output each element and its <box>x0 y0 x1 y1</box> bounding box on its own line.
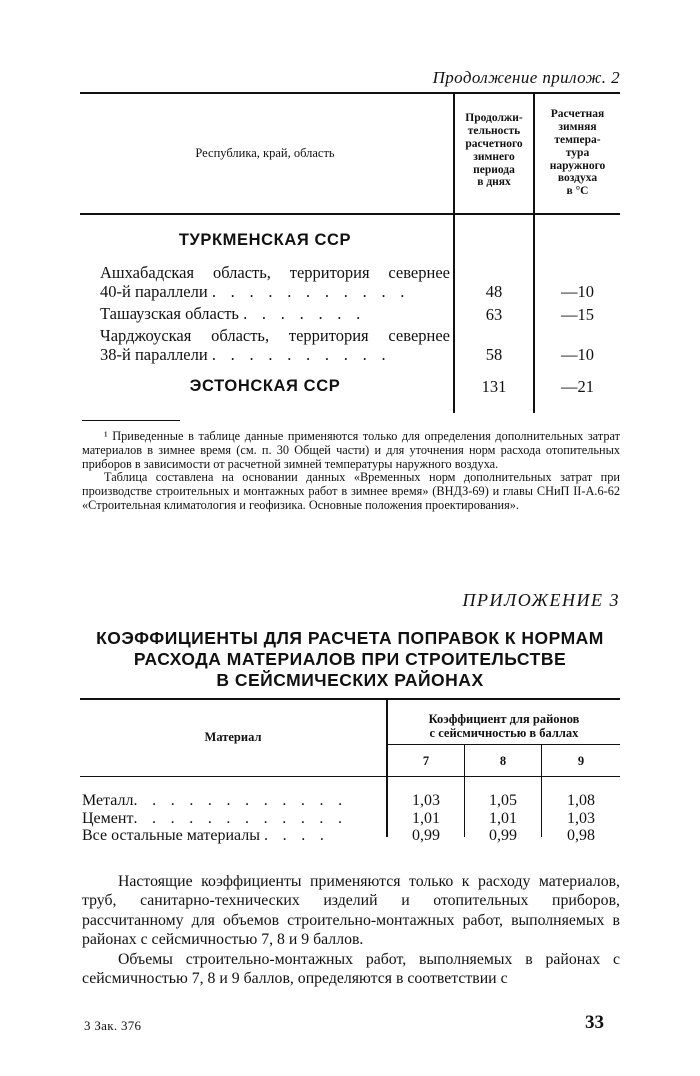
row-label-line1: Чарджоуская область, территория севернее <box>100 326 450 345</box>
appendix-title: КОЭФФИЦИЕНТЫ ДЛЯ РАСЧЕТА ПОПРАВОК К НОРМАМ РАСХОДА МАТЕРИАЛОВ ПРИ СТРОИТЕЛЬСТВЕ В СЕЙСМИЧЕСКИХ РАЙОНАХ <box>96 628 604 690</box>
table2-row-label: Все остальные материалы . . . . <box>82 827 330 844</box>
table2-header-material: Материал <box>204 730 262 744</box>
footnote-paragraph: ¹ Приведенные в таблице данные применяются только для определения дополнительных затрат материалов в зимнее время (см. п. 30 Общей части) и для уточнения норм расхода отопительных приборов в зависимости от расчетной зимней температуры наружного воздуха. <box>82 429 620 471</box>
table2-subheader-rule <box>388 744 620 745</box>
table2-header-coefficient: Коэффициент для районов с сейсмичностью в баллах <box>428 712 580 740</box>
table1-row <box>100 264 450 302</box>
table2-col-9: 9 <box>577 754 585 768</box>
row-label-line2: 40-й параллели . . . . . . . . . . . <box>100 281 410 301</box>
footnote <box>82 430 620 513</box>
table2-cell: 1,01 <box>412 810 440 827</box>
table1-header-region: Республика, край, область <box>195 146 335 160</box>
body-paragraph: Объемы строительно-монтажных работ, выполняемых в районах с сейсмичностью 7, 8 и 9 баллов, определяются в соответствии с <box>82 950 620 988</box>
table2-cell: 1,03 <box>567 810 595 827</box>
footnote-paragraph: Таблица составлена на основании данных «Временных норм дополнительных затрат при производстве строительных и монтажных работ в зимнее время» (ВНДЗ-69) и главы СНиП II-А.6-62 «Строительная климатология и геофизика. Основные положения проектирования». <box>82 470 620 512</box>
row-label-line1: Ашхабадская область, территория севернее <box>100 263 450 282</box>
row-days: 131 <box>481 377 507 396</box>
table1-header-rule <box>80 213 620 215</box>
table2-row-label: Цемент. . . . . . . . . . . . <box>82 810 348 827</box>
row-days: 58 <box>485 345 503 364</box>
running-head: Продолжение прилож. 2 <box>432 68 620 87</box>
print-order: 3 Зак. 376 <box>84 1018 142 1033</box>
row-temp: —15 <box>561 305 594 324</box>
row-temp: —10 <box>561 282 594 301</box>
row-label-line2: 38-й параллели . . . . . . . . . . <box>100 344 391 364</box>
table2-cell: 1,05 <box>489 792 517 809</box>
body-text <box>82 872 620 989</box>
table2-top-rule <box>80 698 620 700</box>
table1-header-duration: Продолжи- тельность расчетного зимнего периода в днях <box>465 112 523 189</box>
table2-cell: 0,98 <box>567 827 595 844</box>
table1-header-temperature: Расчетная зимняя темпера- тура наружного воздуха в °С <box>549 108 606 198</box>
table2-header-rule <box>80 776 620 777</box>
table2-cell: 1,08 <box>567 792 595 809</box>
section-title-turkmen: ТУРКМЕНСКАЯ ССР <box>178 231 352 249</box>
page-number: 33 <box>585 1012 604 1033</box>
table2-cell: 1,01 <box>489 810 517 827</box>
appendix-label: ПРИЛОЖЕНИЕ 3 <box>462 590 620 610</box>
table2-cell: 1,03 <box>412 792 440 809</box>
table2-col-8: 8 <box>499 754 507 768</box>
row-label-line1: Ташаузская область . . . . . . . <box>100 304 366 323</box>
row-temp: —10 <box>561 345 594 364</box>
table1-row <box>100 327 450 365</box>
table2-row-label: Металл. . . . . . . . . . . . <box>82 792 348 809</box>
footnote-rule <box>82 420 180 421</box>
table2-cell: 0,99 <box>489 827 517 844</box>
body-paragraph: Настоящие коэффициенты применяются только к расходу материалов, труб, санитарно-технических изделий и отопительных приборов, рассчитанному для объемов строительно-монтажных работ, выполняемых в районах с сейсмичностью 7, 8 и 9 баллов. <box>82 873 620 949</box>
table2-col-7: 7 <box>422 754 430 768</box>
row-temp: —21 <box>561 377 594 396</box>
table2-cell: 0,99 <box>412 827 440 844</box>
table1-row <box>100 305 450 324</box>
section-title-estonian: ЭСТОНСКАЯ ССР <box>189 377 341 395</box>
table1-top-rule <box>80 92 620 94</box>
row-days: 48 <box>485 282 503 301</box>
row-days: 63 <box>485 305 503 324</box>
